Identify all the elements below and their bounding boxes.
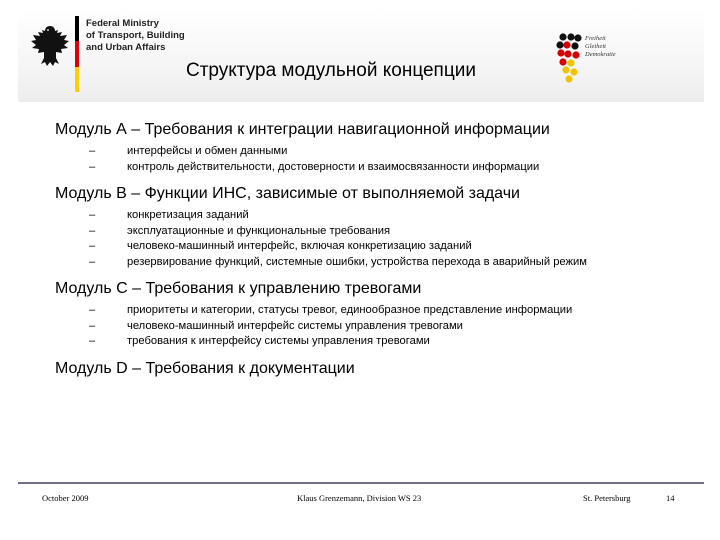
slide-title: Структура модульной концепции: [186, 60, 476, 81]
list-item: [55, 224, 695, 240]
module-item-list: [55, 303, 695, 350]
dash-bullet: –: [89, 255, 96, 268]
list-item-text: приоритеты и категории, статусы тревог, единообразное представление информации: [127, 304, 573, 316]
footer-place: St. Petersburg: [583, 493, 631, 503]
module-heading: Модуль D – Требования к документации: [55, 359, 355, 377]
list-item: [55, 303, 695, 319]
module-heading: Модуль А – Требования к интеграции навигационной информации: [55, 121, 550, 138]
list-item: [55, 319, 695, 335]
dash-bullet: –: [89, 160, 96, 173]
module-heading: Модуль В – Функции ИНС, зависимые от выполняемой задачи: [55, 185, 520, 202]
dash-bullet: –: [89, 304, 96, 316]
list-item-text: конкретизация заданий: [127, 209, 249, 221]
list-item-text: контроль действительности, достоверности и взаимосвязанности информации: [127, 160, 540, 173]
list-item: [55, 208, 695, 224]
module-heading: Модуль С – Требования к управлению тревогами: [55, 280, 422, 297]
dash-bullet: –: [89, 145, 96, 157]
list-item: [55, 239, 695, 255]
module-item-list: [55, 144, 695, 175]
module-item-list: [55, 208, 695, 270]
dash-bullet: –: [89, 240, 96, 252]
partner-logo: [555, 32, 640, 90]
footer-date: October 2009: [42, 493, 89, 503]
ministry-name: Federal Ministry of Transport, Building and Urban Affairs: [86, 18, 185, 53]
footer-page-number: 14: [666, 493, 675, 503]
slide-content: [55, 120, 695, 383]
list-item-text: человеко-машинный интерфейс системы управления тревогами: [127, 319, 463, 332]
list-item-text: эксплуатационные и функциональные требования: [127, 224, 391, 237]
list-item: [55, 334, 695, 350]
list-item-text: резервирование функций, системные ошибки, устройства перехода в аварийный режим: [127, 255, 587, 268]
ministry-logo: [30, 12, 185, 92]
german-flag-bar: [75, 16, 79, 92]
federal-eagle-icon: [30, 22, 70, 68]
list-item: [55, 144, 695, 160]
dash-bullet: –: [89, 335, 96, 347]
list-item-text: человеко-машинный интерфейс, включая конкретизацию заданий: [127, 240, 472, 252]
dash-bullet: –: [89, 209, 96, 221]
footer-divider: [18, 482, 704, 484]
list-item: [55, 255, 695, 271]
list-item: [55, 160, 695, 176]
list-item-text: интерфейсы и обмен данными: [127, 145, 288, 157]
dash-bullet: –: [89, 224, 96, 237]
partner-logo-text: Freiheit Gleiheit Demokratie: [585, 35, 616, 58]
list-item-text: требования к интерфейсу системы управления тревогами: [127, 335, 430, 347]
dash-bullet: –: [89, 319, 96, 332]
footer-author: Klaus Grenzemann, Division WS 23: [297, 493, 422, 503]
dots-logo-icon: [555, 32, 585, 90]
